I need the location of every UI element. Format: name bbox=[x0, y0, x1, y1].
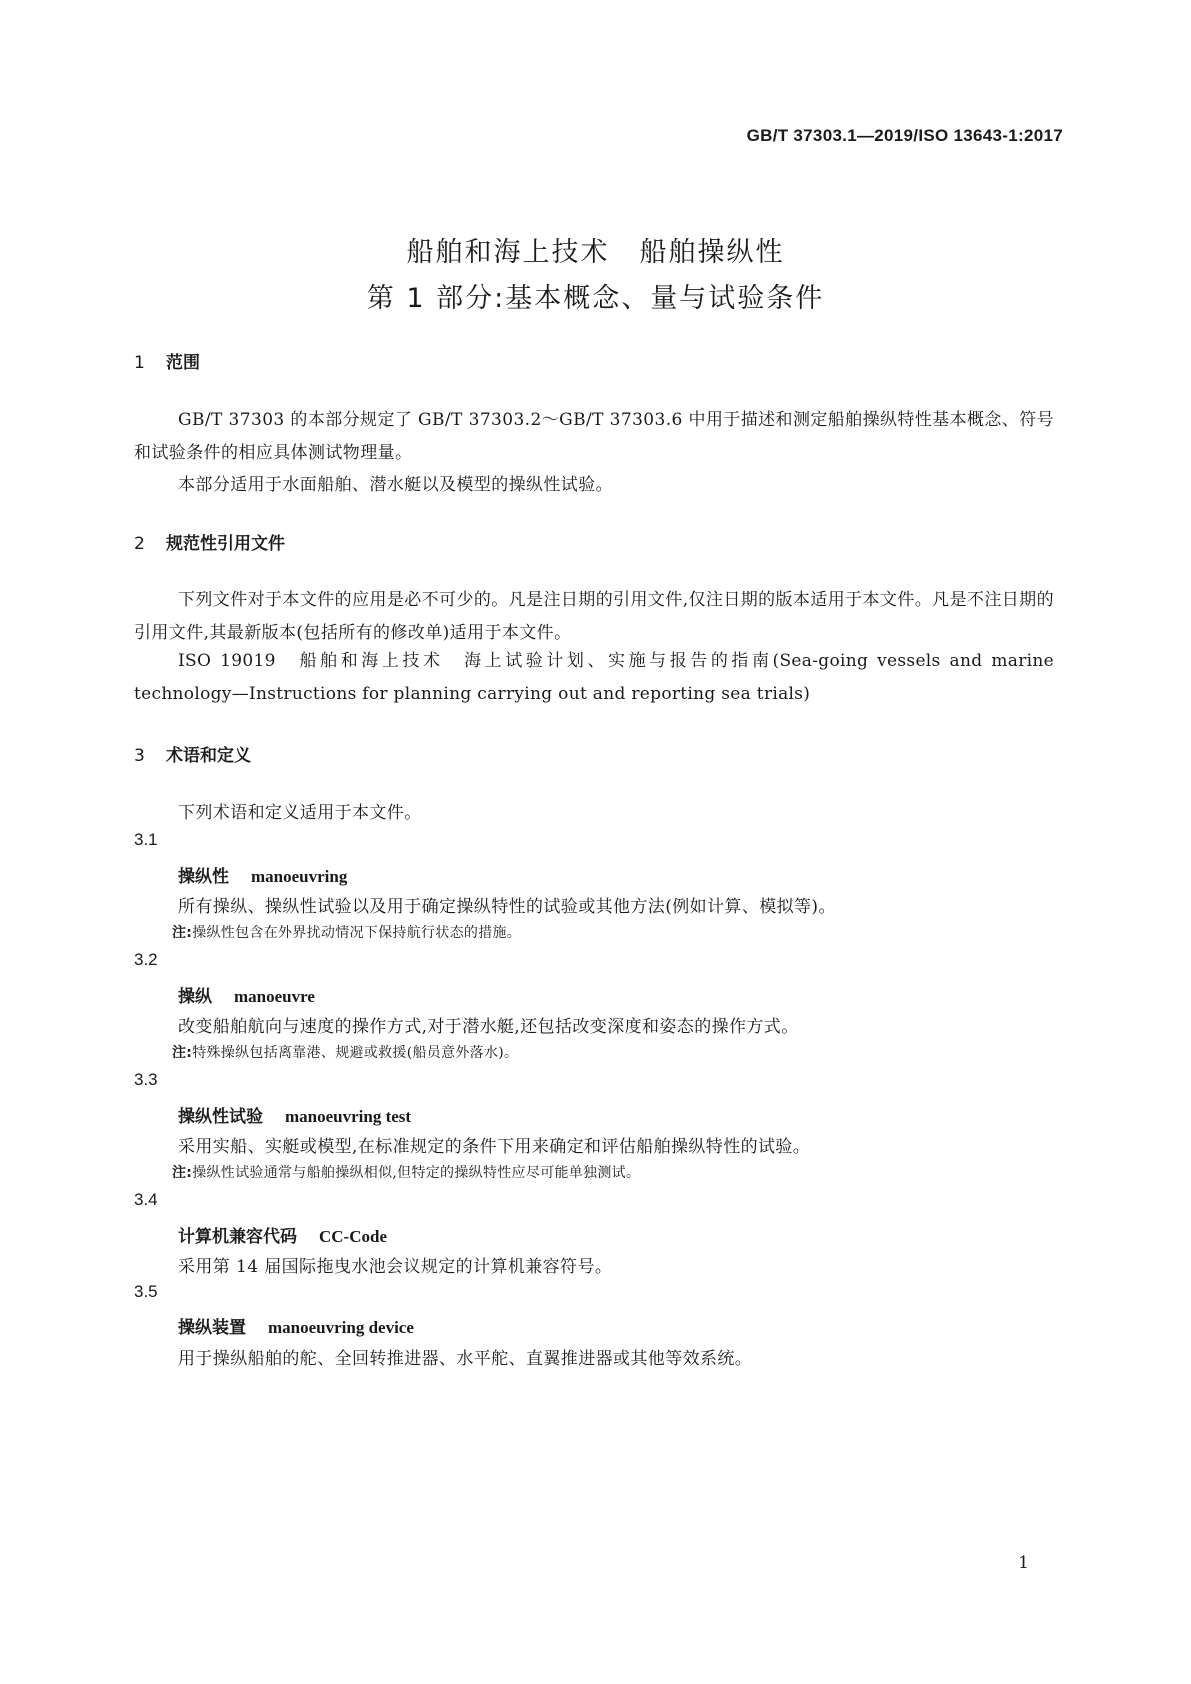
term-entry bbox=[178, 1222, 387, 1247]
term-en: manoeuvre bbox=[234, 987, 315, 1006]
normative-reference: ISO 19019 船舶和海上技术 海上试验计划、实施与报告的指南(Sea-going vessels and marine technology—Instructions for planning carrying out and reporting sea trials) bbox=[134, 651, 1054, 704]
document-title-line2: 第 1 部分:基本概念、量与试验条件 bbox=[366, 283, 825, 314]
term-note bbox=[172, 922, 521, 942]
term-zh: 操纵装置 bbox=[178, 1318, 246, 1338]
term-zh: 操纵性 bbox=[178, 867, 229, 887]
term-en: manoeuvring device bbox=[268, 1318, 414, 1337]
note-label: 注: bbox=[172, 1045, 193, 1061]
scope-paragraph-2: 本部分适用于水面船舶、潜水艇以及模型的操纵性试验。 bbox=[178, 475, 613, 495]
clause-number: 3.4 bbox=[134, 1190, 158, 1209]
section-number: 3 bbox=[134, 746, 145, 766]
note-text: 操纵性包含在外界扰动情况下保持航行状态的措施。 bbox=[192, 925, 522, 941]
page-number: 1 bbox=[1018, 1553, 1029, 1573]
clause-number: 3.2 bbox=[134, 950, 158, 969]
section-title: 术语和定义 bbox=[166, 746, 251, 766]
term-zh: 计算机兼容代码 bbox=[178, 1227, 297, 1247]
title-part2: 船舶操纵性 bbox=[639, 237, 785, 268]
section-number: 1 bbox=[134, 353, 145, 373]
section-title: 范围 bbox=[166, 353, 200, 373]
section-heading-1 bbox=[134, 348, 200, 373]
clause-number: 3.1 bbox=[134, 830, 158, 849]
term-en: manoeuvring test bbox=[285, 1107, 412, 1126]
terms-intro: 下列术语和定义适用于本文件。 bbox=[178, 803, 422, 823]
standard-code: GB/T 37303.1—2019/ISO 13643-1:2017 bbox=[746, 126, 1063, 145]
term-definition: 采用第 14 届国际拖曳水池会议规定的计算机兼容符号。 bbox=[178, 1257, 613, 1277]
title-part1: 船舶和海上技术 bbox=[406, 237, 610, 268]
note-label: 注: bbox=[172, 1165, 193, 1181]
term-entry bbox=[178, 862, 347, 887]
term-entry bbox=[178, 982, 315, 1007]
term-definition: 采用实船、实艇或模型,在标准规定的条件下用来确定和评估船舶操纵特性的试验。 bbox=[178, 1137, 811, 1157]
term-definition: 所有操纵、操纵性试验以及用于确定操纵特性的试验或其他方法(例如计算、模拟等)。 bbox=[178, 897, 836, 917]
term-definition: 用于操纵船舶的舵、全回转推进器、水平舵、直翼推进器或其他等效系统。 bbox=[178, 1349, 753, 1369]
scope-paragraph-1: GB/T 37303 的本部分规定了 GB/T 37303.2～GB/T 37303.6 中用于描述和测定船舶操纵特性基本概念、符号和试验条件的相应具体测试物理量。 bbox=[134, 410, 1054, 463]
term-definition: 改变船舶航向与速度的操作方式,对于潜水艇,还包括改变深度和姿态的操作方式。 bbox=[178, 1017, 799, 1037]
document-title-line1 bbox=[0, 230, 1191, 269]
normative-paragraph: 下列文件对于本文件的应用是必不可少的。凡是注日期的引用文件,仅注日期的版本适用于本文件。凡是不注日期的引用文件,其最新版本(包括所有的修改单)适用于本文件。 bbox=[134, 590, 1054, 643]
term-note bbox=[172, 1042, 518, 1062]
term-entry bbox=[178, 1102, 411, 1127]
term-en: manoeuvring bbox=[251, 867, 348, 886]
clause-number: 3.5 bbox=[134, 1282, 158, 1301]
section-heading-3 bbox=[134, 741, 251, 766]
term-zh: 操纵 bbox=[178, 987, 212, 1007]
term-en: CC-Code bbox=[319, 1227, 387, 1246]
term-entry bbox=[178, 1313, 414, 1338]
term-zh: 操纵性试验 bbox=[178, 1107, 263, 1127]
section-heading-2 bbox=[134, 529, 285, 554]
section-number: 2 bbox=[134, 534, 145, 554]
note-label: 注: bbox=[172, 925, 193, 941]
section-title: 规范性引用文件 bbox=[166, 534, 285, 554]
term-note bbox=[172, 1162, 640, 1182]
note-text: 操纵性试验通常与船舶操纵相似,但特定的操纵特性应尽可能单独测试。 bbox=[192, 1165, 641, 1181]
note-text: 特殊操纵包括离靠港、规避或救援(船员意外落水)。 bbox=[192, 1045, 519, 1061]
clause-number: 3.3 bbox=[134, 1070, 158, 1089]
